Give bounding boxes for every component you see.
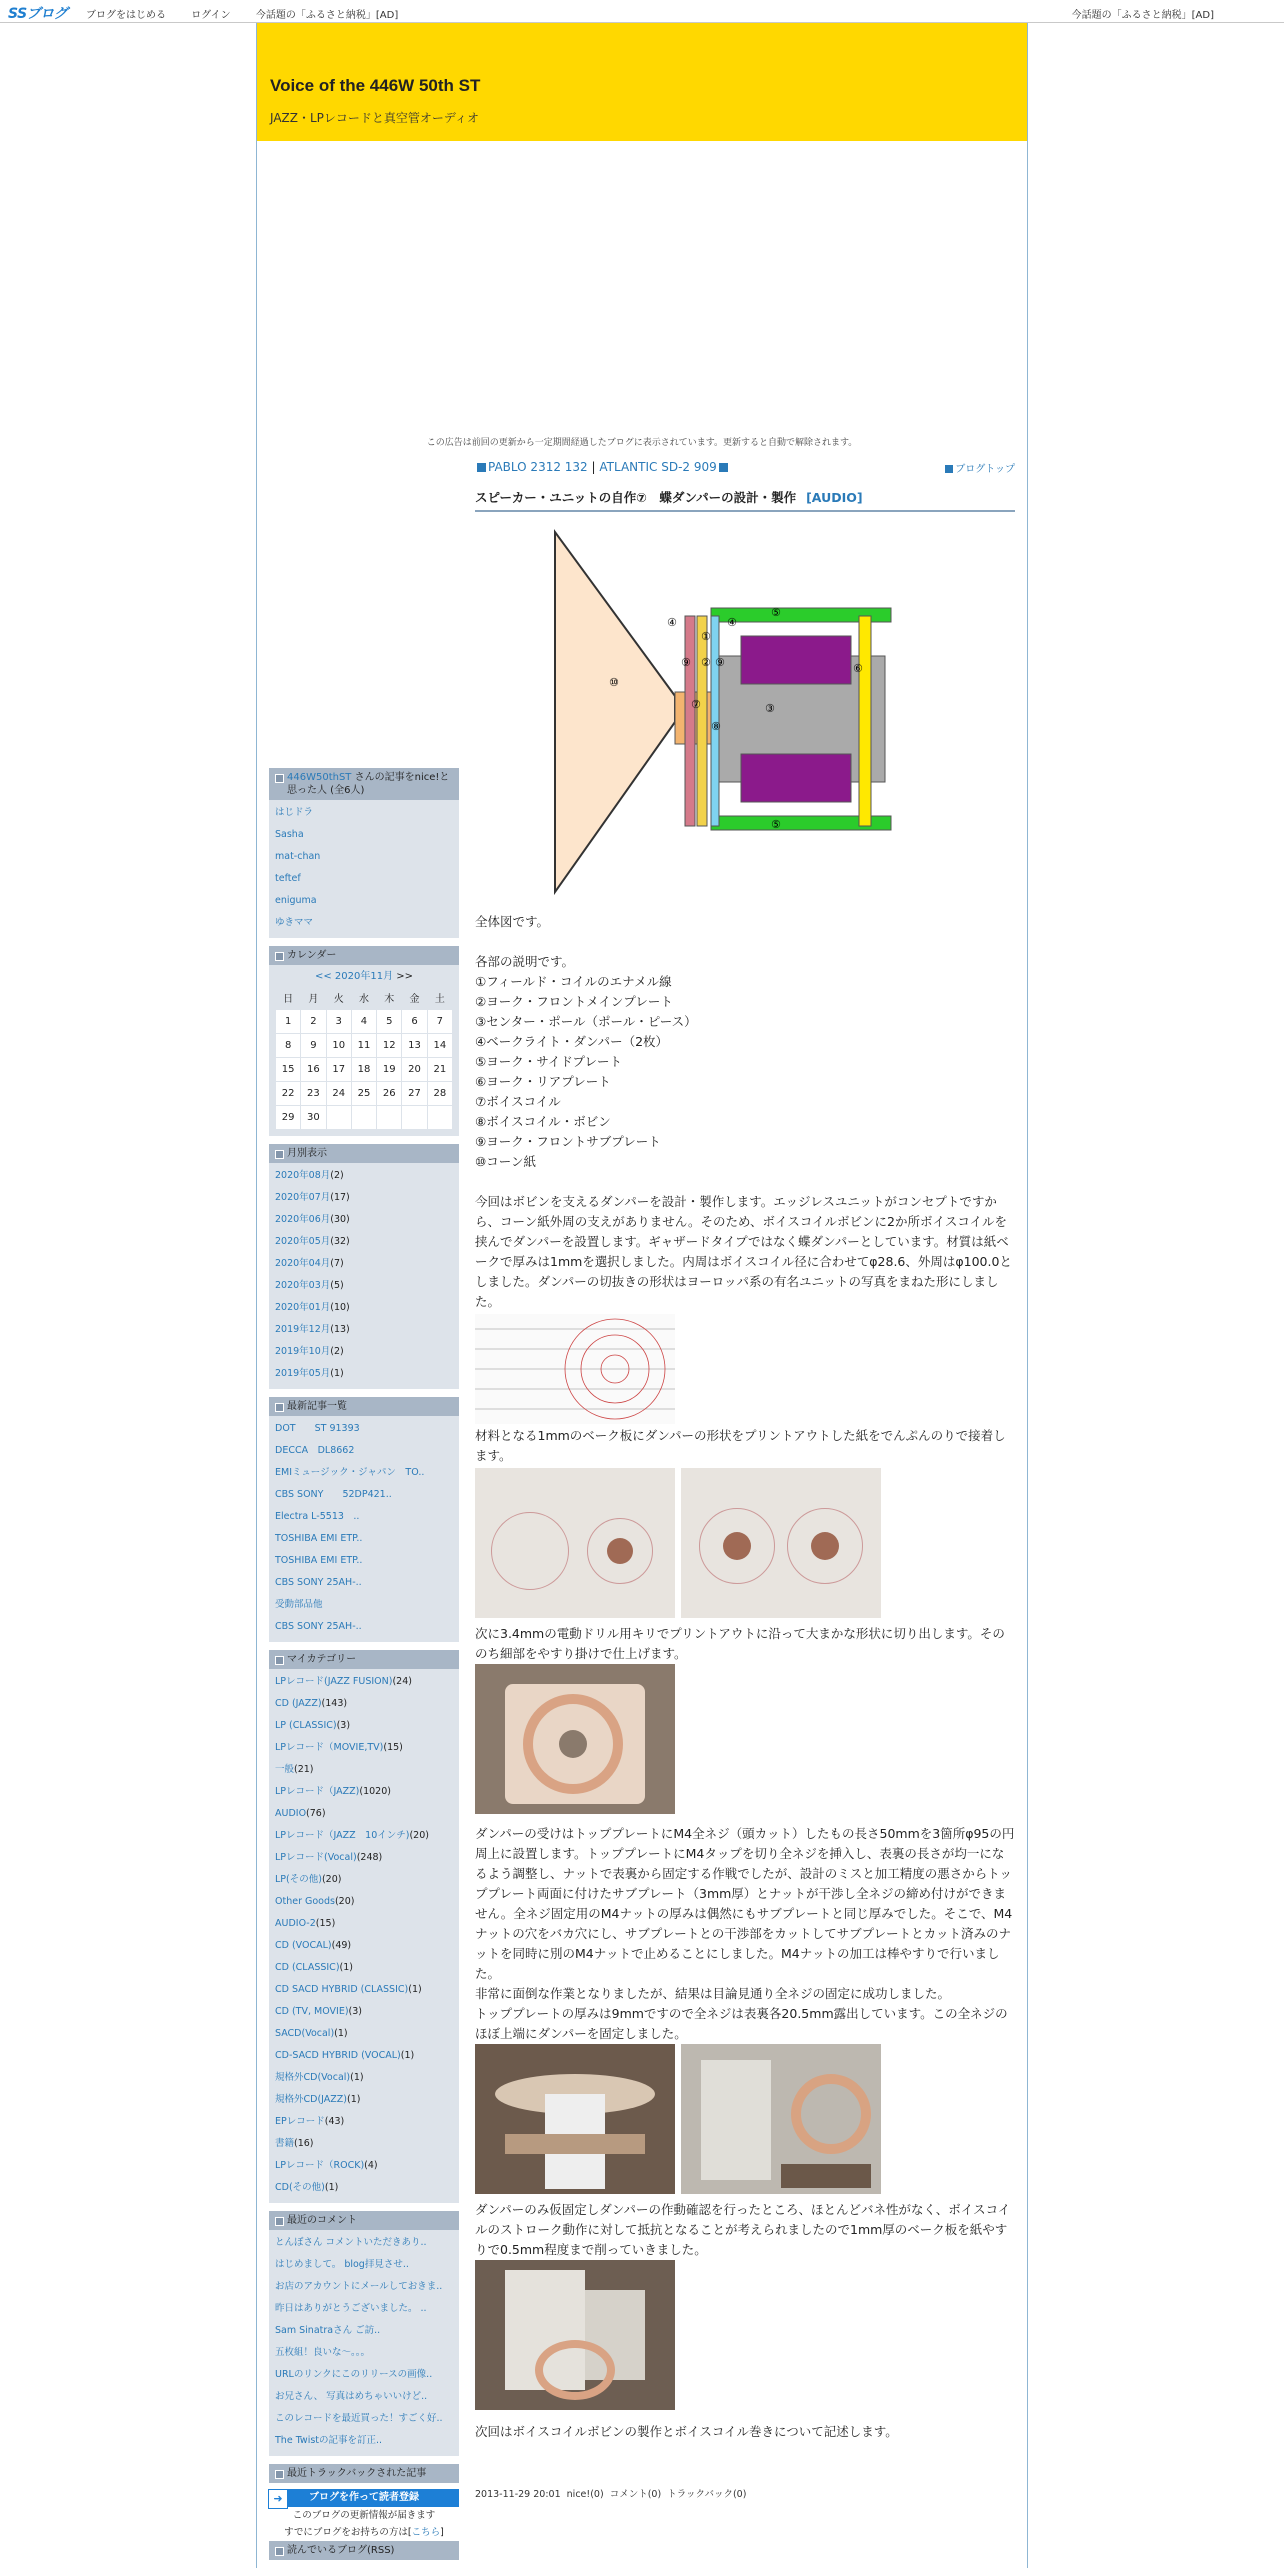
monthly-item — [269, 1253, 459, 1275]
diagram-label: ⑥ — [853, 662, 863, 675]
category-link[interactable]: LPレコード(Vocal) — [275, 1851, 357, 1863]
category-item — [269, 1847, 459, 1869]
calendar-weekday: 日 — [283, 994, 294, 1006]
field-coil-bottom — [741, 754, 851, 802]
recent-post-link[interactable]: TOSHIBA EMI ETP.. — [275, 1532, 363, 1544]
category-item — [269, 1979, 459, 2001]
category-item — [269, 2089, 459, 2111]
trackback-link[interactable]: トラックバック(0) — [667, 2489, 747, 2500]
calendar-day[interactable]: 23 — [301, 1081, 326, 1105]
category-item — [269, 1693, 459, 1715]
calendar-day[interactable]: 4 — [351, 1009, 376, 1033]
category-count: (1) — [400, 2049, 415, 2061]
monthly-count: (13) — [330, 1323, 350, 1335]
cone-shape — [555, 532, 675, 892]
category-count: (1) — [324, 2181, 339, 2193]
paragraph: 非常に面倒な作業となりましたが、結果は目論見通り全ネジの固定に成功しました。 — [475, 1986, 951, 2001]
reader-register-button[interactable]: ➜ ブログを作って読者登録 — [269, 2489, 459, 2507]
monthly-link[interactable]: 2020年04月 — [275, 1257, 331, 1269]
monthly-list — [269, 1163, 459, 1389]
calendar-header: カレンダー — [269, 946, 459, 965]
monthly-link[interactable]: 2020年07月 — [275, 1191, 331, 1203]
post-title — [475, 480, 1015, 512]
paragraph: トッププレートの厚みは9mmですので全ネジは表裏各20.5mm露出しています。この全ネジのほぼ上端にダンパーを固定しました。 — [475, 2006, 1008, 2041]
front-main-plate — [697, 616, 707, 826]
category-count: (20) — [409, 1829, 429, 1841]
part-item: ②ヨーク・フロントメインプレート — [475, 994, 673, 1009]
calendar-day[interactable]: 2 — [301, 1009, 326, 1033]
category-link[interactable]: LPレコード（JAZZ 10インチ) — [275, 1829, 410, 1841]
category-item — [269, 1869, 459, 1891]
recent-comment-link[interactable]: 昨日はありがとうございました。 .. — [275, 2302, 427, 2314]
recent-comment-link[interactable]: Sam Sinatraさん ご訪.. — [275, 2324, 381, 2336]
recent-comment-link[interactable]: とんぼさん コメントいただきあり.. — [275, 2236, 427, 2248]
category-count: (20) — [334, 1895, 355, 1907]
blog-top-label: ブログトップ — [955, 464, 1015, 475]
category-count: (21) — [294, 1763, 314, 1775]
recent-comment-link[interactable]: お兄さん、 写真はめちゃいいけど.. — [275, 2390, 428, 2402]
category-item — [269, 2001, 459, 2023]
calendar-day[interactable]: 13 — [402, 1033, 427, 1057]
monthly-count: (2) — [330, 1169, 344, 1181]
category-count: (1) — [347, 2093, 361, 2105]
monthly-link[interactable]: 2020年01月 — [275, 1301, 331, 1313]
category-item — [269, 1671, 459, 1693]
parts-intro: 各部の説明です。 — [475, 954, 575, 969]
category-count: (49) — [331, 1939, 352, 1951]
category-count: (43) — [324, 2115, 345, 2127]
calendar-day[interactable]: 17 — [326, 1057, 351, 1081]
sidebar — [269, 768, 459, 2560]
paragraph: 次に3.4mmの電動ドリル用キリでプリントアウトに沿って大まかな形状に切り出します。そののち細部をやすり掛けで仕上げます。 — [475, 1626, 1005, 1661]
category-item — [269, 2155, 459, 2177]
recent-post-link[interactable]: CBS SONY 25AH-.. — [275, 1620, 362, 1632]
post-body — [475, 912, 1015, 2442]
nice-user-link[interactable]: Sasha — [275, 829, 304, 840]
rear-plate — [859, 616, 871, 826]
category-link[interactable]: LPレコード（ROCK) — [275, 2159, 365, 2171]
photo-damper-mount-1[interactable] — [475, 2044, 675, 2194]
diagram-label: ④ — [667, 616, 677, 629]
calendar — [269, 965, 459, 1136]
category-link[interactable]: LPレコード（JAZZ) — [275, 1785, 360, 1797]
category-item — [269, 2023, 459, 2045]
ad-notice: この広告は前回の更新から一定期間経過したブログに表示されています。更新すると自動で解除されます。 — [426, 438, 858, 448]
monthly-count: (2) — [330, 1345, 344, 1357]
reader-here-link[interactable]: こちら — [411, 2526, 441, 2538]
calendar-prev[interactable]: << — [314, 971, 332, 982]
category-link[interactable]: AUDIO-2 — [275, 1917, 316, 1929]
nice-user-link[interactable]: mat-chan — [275, 851, 321, 862]
calendar-day[interactable]: 24 — [326, 1081, 351, 1105]
calendar-day[interactable]: 27 — [402, 1081, 427, 1105]
category-link[interactable]: Other Goods — [275, 1895, 335, 1907]
breadcrumb — [475, 460, 1015, 480]
calendar-day[interactable]: 11 — [351, 1033, 376, 1057]
calendar-day — [351, 1105, 376, 1129]
calendar-day[interactable]: 9 — [301, 1033, 326, 1057]
diagram-label: ⑨ — [681, 656, 691, 669]
calendar-day[interactable]: 3 — [326, 1009, 351, 1033]
post-meta — [475, 2486, 1015, 2500]
category-count: (20) — [321, 1873, 342, 1885]
monthly-item — [269, 1275, 459, 1297]
calendar-weekday: 金 — [409, 994, 420, 1006]
category-header: マイカテゴリー — [269, 1650, 459, 1669]
category-link[interactable]: 規格外CD(JAZZ) — [275, 2093, 348, 2105]
calendar-next[interactable]: >> — [396, 971, 414, 982]
nice-users-header — [269, 768, 459, 800]
nice-user-link[interactable]: teftef — [275, 873, 301, 884]
monthly-item — [269, 1231, 459, 1253]
monthly-link[interactable]: 2020年06月 — [275, 1213, 331, 1225]
calendar-day[interactable]: 14 — [427, 1033, 452, 1057]
category-item — [269, 1935, 459, 1957]
diagram-label: ② — [701, 656, 711, 669]
calendar-weekday: 木 — [384, 994, 395, 1006]
calendar-day[interactable]: 6 — [402, 1009, 427, 1033]
start-blog-link[interactable]: ブログをはじめる — [86, 10, 166, 21]
monthly-link[interactable]: 2020年08月 — [275, 1169, 331, 1181]
nice-user-link[interactable]: enigumа — [275, 895, 317, 906]
ad-link[interactable]: 今話題の「ふるさと納税」[AD] — [255, 10, 399, 21]
recent-post-link[interactable]: DOT ST 91393 — [275, 1422, 360, 1434]
comments-header: 最近のコメント — [269, 2211, 459, 2230]
reader-note-2 — [269, 2524, 459, 2541]
monthly-item — [269, 1341, 459, 1363]
category-count: (4) — [364, 2159, 378, 2171]
post-date: 2013-11-29 20:01 — [475, 2489, 561, 2500]
paragraph: 材料となる1mmのベーク板にダンパーの形状をプリントアウトした紙をでんぷんのりで接着します。 — [475, 1428, 1006, 1463]
calendar-day[interactable]: 26 — [377, 1081, 402, 1105]
category-link[interactable]: LP(その他) — [275, 1873, 322, 1885]
category-count: (1) — [334, 2027, 348, 2039]
comment-link[interactable]: コメント(0) — [609, 2489, 662, 2500]
category-link[interactable]: CD(その他) — [275, 2181, 325, 2193]
calendar-day[interactable]: 18 — [351, 1057, 376, 1081]
calendar-day[interactable]: 25 — [351, 1081, 376, 1105]
category-link[interactable]: AUDIO — [275, 1807, 307, 1819]
post-title-text[interactable]: スピーカー・ユニットの自作⑦ 蝶ダンパーの設計・製作 — [475, 490, 797, 505]
diagram-label: ⑩ — [609, 676, 619, 689]
ss-blog-logo[interactable]: SSブログ — [8, 6, 68, 22]
field-coil-top — [741, 636, 851, 684]
blog-header — [257, 23, 1027, 141]
category-link[interactable]: LP (CLASSIC) — [275, 1719, 337, 1731]
category-item — [269, 2067, 459, 2089]
part-item: ⑤ヨーク・サイドプレート — [475, 1054, 622, 1069]
calendar-table — [275, 987, 453, 1130]
calendar-day[interactable]: 8 — [276, 1033, 301, 1057]
monthly-count: (1) — [330, 1367, 344, 1379]
prev-post-link[interactable]: PABLO 2312 132 — [488, 460, 588, 474]
caption-overview: 全体図です。 — [475, 914, 550, 929]
blog-title[interactable]: Voice of the 446W 50th ST — [270, 76, 481, 95]
category-count: (1) — [350, 2071, 364, 2083]
calendar-day — [326, 1105, 351, 1129]
monthly-count: (7) — [330, 1257, 344, 1269]
recent-comment-link[interactable]: 五枚組！良いな～。。。 — [275, 2346, 371, 2358]
recent-post-link[interactable]: Electra L-5513 .. — [275, 1510, 360, 1522]
diagram-label: ⑨ — [715, 656, 725, 669]
calendar-day[interactable]: 29 — [276, 1105, 301, 1129]
recent-comment-link[interactable]: お店のアカウントにメールしておきま.. — [275, 2280, 443, 2292]
recent-comment-link[interactable]: URLのリンクにこのリリースの画像.. — [275, 2368, 433, 2380]
nice-users-list — [269, 800, 459, 938]
category-link[interactable]: 規格外CD(Vocal) — [275, 2071, 351, 2083]
calendar-month[interactable]: 2020年11月 — [334, 971, 394, 982]
calendar-day[interactable]: 15 — [276, 1057, 301, 1081]
category-link[interactable]: CD (CLASSIC) — [275, 1961, 340, 1973]
part-item: ⑩コーン紙 — [475, 1154, 536, 1169]
category-count: (76) — [306, 1807, 326, 1819]
category-item — [269, 1825, 459, 1847]
category-count: (15) — [383, 1741, 403, 1753]
damper-drawing — [475, 1314, 675, 1424]
calendar-day[interactable]: 16 — [301, 1057, 326, 1081]
part-item: ④ベークライト・ダンパー（2枚） — [475, 1034, 669, 1049]
calendar-day[interactable]: 28 — [427, 1081, 452, 1105]
calendar-weekday: 月 — [308, 994, 319, 1006]
category-item — [269, 1781, 459, 1803]
calendar-day[interactable]: 10 — [326, 1033, 351, 1057]
calendar-day[interactable]: 12 — [377, 1033, 402, 1057]
calendar-day — [402, 1105, 427, 1129]
blog-subtitle: JAZZ・LPレコードと真空管オーディオ — [270, 111, 479, 125]
calendar-day[interactable]: 22 — [276, 1081, 301, 1105]
prev-icon — [477, 463, 486, 472]
calendar-day[interactable]: 20 — [402, 1057, 427, 1081]
category-item — [269, 1759, 459, 1781]
calendar-day — [377, 1105, 402, 1129]
category-count: (143) — [321, 1697, 348, 1709]
photo-cut-damper[interactable] — [475, 1664, 675, 1814]
login-link[interactable]: ログイン — [191, 10, 231, 21]
part-item: ①フィールド・コイルのエナメル線 — [475, 974, 672, 989]
blog-top-link[interactable] — [943, 460, 1015, 475]
calendar-day[interactable]: 19 — [377, 1057, 402, 1081]
recent-post-link[interactable]: CBS SONY 52DP421.. — [275, 1488, 392, 1500]
diagram-label: ⑤ — [771, 818, 781, 831]
category-count: (16) — [294, 2137, 314, 2149]
nice-owner-link[interactable]: 446W50thST — [287, 772, 352, 783]
photo-damper-print-2[interactable] — [681, 1468, 881, 1618]
monthly-link[interactable]: 2019年10月 — [275, 1345, 331, 1357]
monthly-item — [269, 1209, 459, 1231]
post-category[interactable]: [AUDIO] — [806, 490, 863, 505]
front-sub-plate — [685, 616, 695, 826]
monthly-item — [269, 1187, 459, 1209]
category-link[interactable]: 書籍 — [275, 2137, 295, 2149]
calendar-day[interactable]: 7 — [427, 1009, 452, 1033]
top-nav — [86, 6, 420, 21]
category-link[interactable]: CD (JAZZ) — [275, 1697, 322, 1709]
category-count: (3) — [348, 2005, 363, 2017]
diagram-label: ⑤ — [771, 606, 781, 619]
rss-header: 読んでいるブログ(RSS) — [269, 2541, 459, 2560]
calendar-weekday: 土 — [434, 994, 445, 1006]
monthly-link[interactable]: 2020年03月 — [275, 1279, 331, 1291]
category-link[interactable]: CD SACD HYBRID (CLASSIC) — [275, 1983, 409, 1995]
diagram-label: ① — [701, 630, 711, 643]
category-count: (1) — [408, 1983, 422, 1995]
category-item — [269, 1957, 459, 1979]
monthly-item — [269, 1319, 459, 1341]
calendar-day[interactable]: 1 — [276, 1009, 301, 1033]
nice-header-text: さんの記事をnice!と思った人 (全6人) — [287, 772, 450, 796]
reader-note-2-post: ] — [440, 2526, 444, 2538]
diagram-label: ⑧ — [711, 720, 721, 733]
category-count: (15) — [315, 1917, 336, 1929]
category-link[interactable]: CD (VOCAL) — [275, 1939, 332, 1951]
category-item — [269, 1891, 459, 1913]
monthly-item — [269, 1165, 459, 1187]
category-link[interactable]: CD-SACD HYBRID (VOCAL) — [275, 2049, 401, 2061]
part-item: ⑥ヨーク・リアプレート — [475, 1074, 611, 1089]
trackback-header: 最近トラックバックされた記事 — [269, 2464, 459, 2483]
category-count: (1020) — [359, 1785, 391, 1797]
paragraph: 今回はボビンを支えるダンパーを設計・製作します。エッジレスユニットがコンセプトですから、コーン紙外周の支えがありません。そのため、ボイスコイルボビンに2か所ボイスコイルを挟んでダンパーを設置します。ギャザードタイプではなく蝶ダンパーとしています。材質は紙ベークで厚みは1mmを選択しました。内周はボイスコイル径に合わせてφ28.6、外周はφ100.0としました。ダンパーの切抜きの形状はヨーロッパ系の有名ユニットの写真をまねた形にしました。 — [475, 1194, 1012, 1309]
recent-comment-link[interactable]: はじめまして。 blog拝見させ.. — [275, 2258, 409, 2270]
reader-note: このブログの更新情報が届きます — [292, 2509, 436, 2521]
category-item — [269, 1803, 459, 1825]
calendar-day[interactable]: 5 — [377, 1009, 402, 1033]
recent-post-link[interactable]: TOSHIBA EMI ETP.. — [275, 1554, 363, 1566]
part-item: ③センター・ポール（ポール・ピース） — [475, 1014, 697, 1029]
breadcrumb-separator: | — [591, 460, 596, 474]
category-item — [269, 2133, 459, 2155]
monthly-count: (5) — [330, 1279, 344, 1291]
recent-post-link[interactable]: 受動部品他 — [275, 1598, 323, 1610]
photo-damper-mount-2[interactable] — [681, 2044, 881, 2194]
recent-post-link[interactable]: DECCA DL8662 — [275, 1444, 355, 1456]
nice-user-link[interactable]: ゆきママ — [275, 917, 314, 928]
part-item: ⑨ヨーク・フロントサブプレート — [475, 1134, 661, 1149]
photo-sanded-damper[interactable] — [475, 2260, 675, 2410]
photo-damper-print-1[interactable] — [475, 1468, 675, 1618]
category-link[interactable]: 一般 — [275, 1763, 295, 1775]
part-item: ⑦ボイスコイル — [475, 1094, 561, 1109]
nice-link[interactable]: nice!(0) — [566, 2489, 604, 2500]
next-post-link[interactable]: ATLANTIC SD-2 909 — [599, 460, 717, 474]
monthly-header: 月別表示 — [269, 1144, 459, 1163]
part-item: ⑧ボイスコイル・ボビン — [475, 1114, 611, 1129]
category-list — [269, 1669, 459, 2203]
category-item — [269, 1737, 459, 1759]
parts-list — [475, 972, 1015, 1172]
monthly-link[interactable]: 2020年05月 — [275, 1235, 331, 1247]
diagram-label: ④ — [727, 616, 737, 629]
category-link[interactable]: SACD(Vocal) — [275, 2027, 335, 2039]
calendar-day[interactable]: 30 — [301, 1105, 326, 1129]
paragraph: ダンパーの受けはトッププレートにM4全ネジ（頭カット）したもの長さ50mmを3箇所φ95の円周上に設置します。トッププレートにM4タップを切り全ネジを挿入し、表裏の長さが均一になるよう調整し、ナットで表裏から固定する作戦でしたが、設計のミスと加工精度の悪さからトッププレート両面に付けたサブプレート（3mm厚）とナットが干渉し全ネジの締め付けができません。全ネジ固定用のM4ナットの厚みは偶然にもサブプレートと同じ厚みでした。そこで、M4ナットの穴をバカ穴にし、サブプレートとの干渉部をカットしてサブプレートとカット済みのナットを同時に別のM4ナットで止めることにしました。M4ナットの加工は棒やすりで行いました。 — [475, 1826, 1015, 1981]
reader-note-2-pre: すでにブログをお持ちの方は[ — [284, 2526, 412, 2538]
nice-user-link[interactable]: はじドラ — [275, 807, 314, 818]
paragraph: 次回はボイスコイルボビンの製作とボイスコイル巻きについて記述します。 — [475, 2424, 898, 2439]
calendar-day — [427, 1105, 452, 1129]
category-count: (248) — [356, 1851, 383, 1863]
calendar-month-nav — [275, 969, 453, 985]
monthly-item — [269, 1363, 459, 1385]
category-item — [269, 2177, 459, 2199]
category-item — [269, 2111, 459, 2133]
speaker-diagram — [475, 516, 895, 896]
monthly-count: (10) — [330, 1301, 350, 1313]
monthly-count: (30) — [330, 1213, 350, 1225]
comments-list — [269, 2230, 459, 2456]
monthly-link[interactable]: 2019年05月 — [275, 1367, 331, 1379]
recent-comment-link[interactable]: このレコードを最近買った！すごく好.. — [275, 2412, 443, 2424]
recent-post-link[interactable]: EMIミュージック・ジャパン TO.. — [275, 1466, 425, 1478]
diagram-label: ③ — [765, 702, 775, 715]
calendar-weekday: 火 — [333, 994, 344, 1006]
recent-post-link[interactable]: CBS SONY 25AH-.. — [275, 1576, 362, 1588]
category-item — [269, 2045, 459, 2067]
next-icon — [719, 463, 728, 472]
category-item — [269, 1913, 459, 1935]
article — [475, 460, 1015, 2500]
top-bar — [0, 0, 1284, 23]
recent-posts-list — [269, 1416, 459, 1642]
monthly-item — [269, 1297, 459, 1319]
calendar-weekday: 水 — [358, 994, 369, 1006]
category-count: (1) — [339, 1961, 353, 1973]
calendar-day[interactable]: 21 — [427, 1057, 452, 1081]
recent-posts-header: 最新記事一覧 — [269, 1397, 459, 1416]
monthly-count: (32) — [330, 1235, 350, 1247]
diagram-label: ⑦ — [691, 698, 701, 711]
category-link[interactable]: LPレコード（MOVIE,TV) — [275, 1741, 384, 1753]
category-link[interactable]: LPレコード(JAZZ FUSION) — [275, 1675, 393, 1687]
category-count: (24) — [392, 1675, 412, 1687]
ad-link-right[interactable]: 今話題の「ふるさと納税」[AD] — [1071, 10, 1214, 21]
category-link[interactable]: CD (TV, MOVIE) — [275, 2005, 349, 2017]
recent-comment-link[interactable]: The Twistの記事を訂正.. — [275, 2434, 383, 2446]
category-count: (3) — [336, 1719, 351, 1731]
category-item — [269, 1715, 459, 1737]
paragraph: ダンパーのみ仮固定しダンパーの作動確認を行ったところ、ほとんどバネ性がなく、ボイスコイルのストローク動作に対して抵抗となることが考えられましたので1mm厚のベーク板を紙やすりで0.5mm程度まで削っていきました。 — [475, 2202, 1011, 2257]
home-icon — [945, 465, 953, 473]
category-link[interactable]: EPレコード — [275, 2115, 325, 2127]
monthly-link[interactable]: 2019年12月 — [275, 1323, 331, 1335]
monthly-count: (17) — [330, 1191, 350, 1203]
